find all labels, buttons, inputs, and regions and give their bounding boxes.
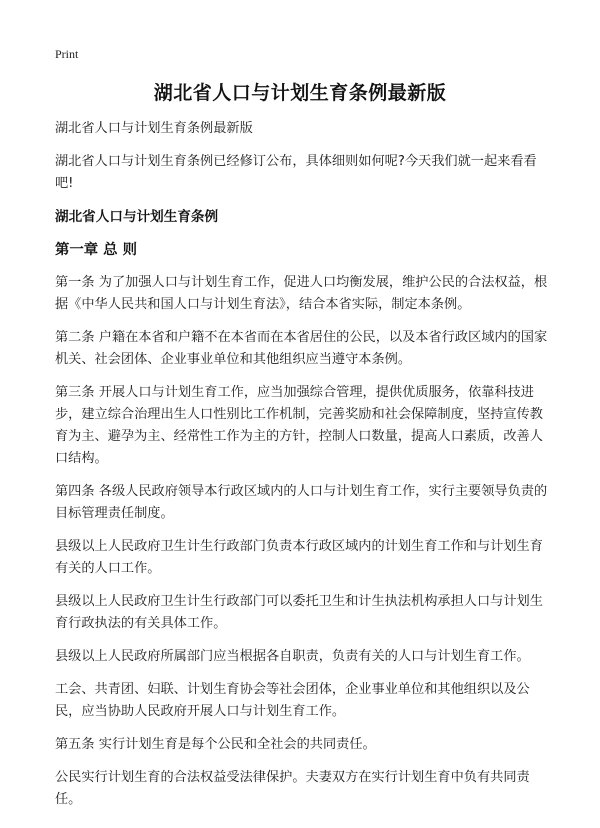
document-intro: 湖北省人口与计划生育条例已经修订公布，具体细则如何呢?今天我们就一起来看看吧! — [55, 154, 537, 191]
chapter-title: 第一章 总 则 — [55, 242, 137, 258]
section-title: 湖北省人口与计划生育条例 — [55, 209, 219, 225]
article-2: 第二条 户籍在本省和户籍不在本省而在本省居住的公民，以及本省行政区域内的国家机关、社会团体、企业事业单位和其他组织应当遵守本条例。 — [55, 330, 548, 367]
article-5-clause-2: 公民实行计划生育的合法权益受法律保护。夫妻双方在实行计划生育中负有共同责任。 — [55, 770, 530, 807]
article-1: 第一条 为了加强人口与计划生育工作，促进人口均衡发展，维护公民的合法权益，根据《中华人民共和国人口与计划生育法》，结合本省实际，制定本条例。 — [55, 275, 548, 312]
article-4-clause-4: 县级以上人民政府所属部门应当根据各自职责，负责有关的人口与计划生育工作。 — [55, 649, 530, 664]
article-4-clause-2: 县级以上人民政府卫生计生行政部门负责本行政区域内的计划生育工作和与计划生育有关的人口工作。 — [55, 539, 543, 576]
article-5: 第五条 实行计划生育是每个公民和全社会的共同责任。 — [55, 737, 376, 752]
document-subtitle: 湖北省人口与计划生育条例最新版 — [55, 121, 253, 136]
article-4-clause-5: 工会、共青团、妇联、计划生育协会等社会团体，企业事业单位和其他组织以及公民，应当协助人民政府开展人口与计划生育工作。 — [55, 682, 530, 719]
article-4: 第四条 各级人民政府领导本行政区域内的人口与计划生育工作，实行主要领导负责的目标管理责任制度。 — [55, 484, 548, 521]
print-link[interactable]: Print — [55, 47, 79, 61]
page-title: 湖北省人口与计划生育条例最新版 — [153, 82, 447, 104]
article-4-clause-3: 县级以上人民政府卫生计生行政部门可以委托卫生和计生执法机构承担人口与计划生育行政执法的有关具体工作。 — [55, 594, 543, 631]
article-3: 第三条 开展人口与计划生育工作，应当加强综合管理，提供优质服务，依靠科技进步，建立综合治理出生人口性别比工作机制，完善奖励和社会保障制度，坚持宣传教育为主、避孕为主、经常性工作为主的方针，控制人口数量，提高人口素质，改善人口结构。 — [55, 385, 543, 466]
document-body — [55, 118, 553, 822]
